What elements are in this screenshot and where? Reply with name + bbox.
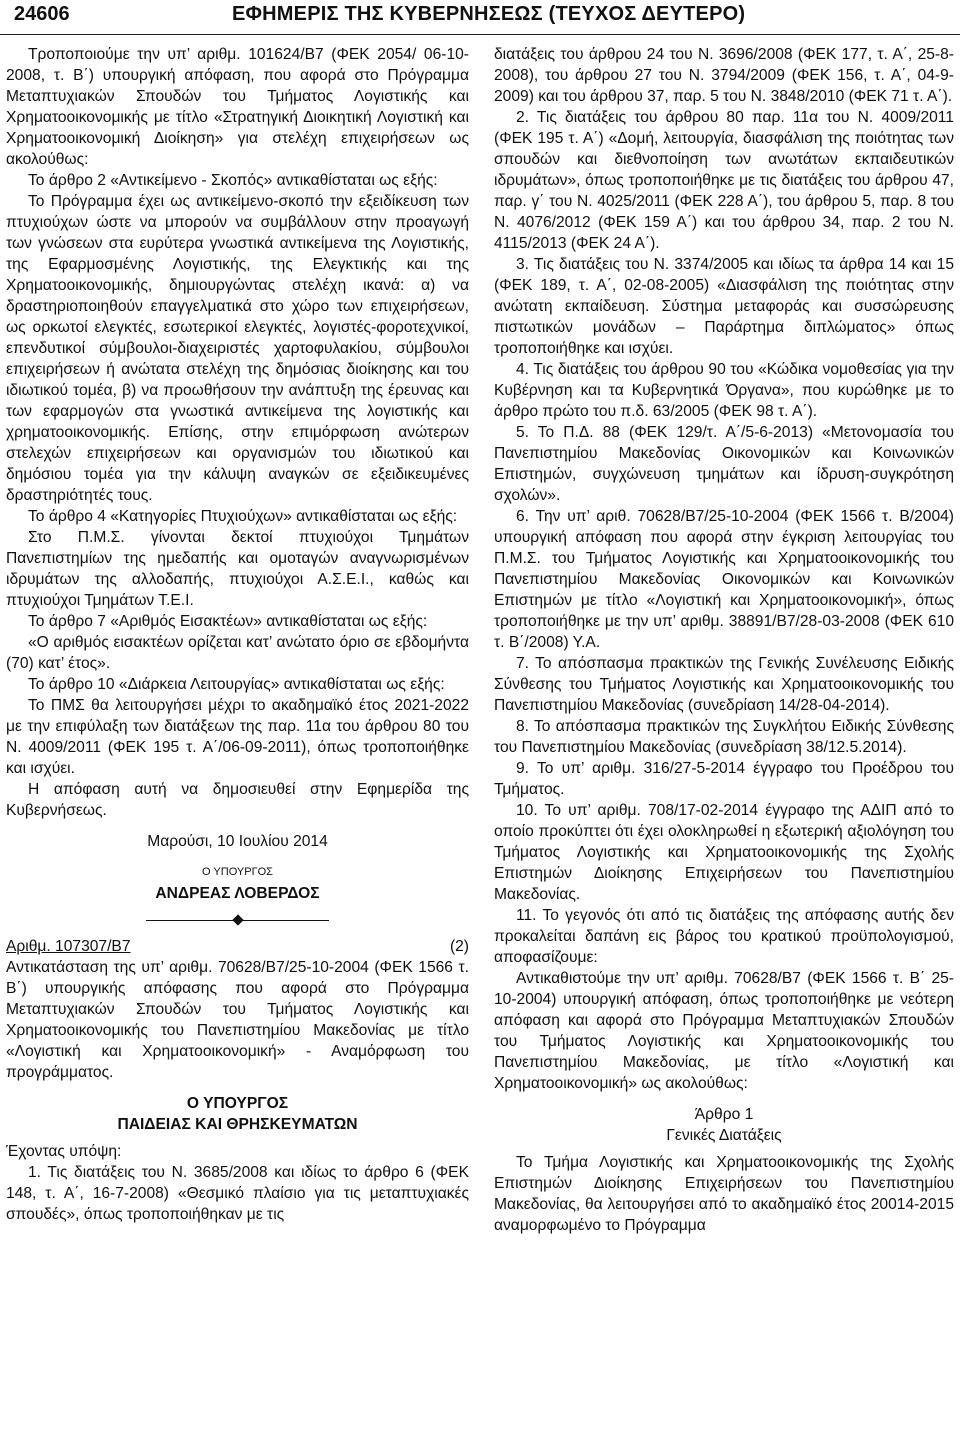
gazette-title: ΕΦΗΜΕΡΙΣ ΤΗΣ ΚΥΒΕΡΝΗΣΕΩΣ (ΤΕΥΧΟΣ ΔΕΥΤΕΡΟ) <box>232 3 746 25</box>
decision-subject: Αντικατάσταση της υπ’ αριθμ. 70628/Β7/25-10-2004 (ΦΕΚ 1566 τ. Β΄) υπουργικής απόφασης που αφορά στο Πρόγραμμα Μεταπτυχιακών Σπουδών του Τμήματος Λογιστικής και Χρηματοοικονομικής του Πανεπιστημίου Μακεδονίας με τίτλο «Λογιστική και Χρηματοοικονομική» - Αναμόρφωση του προγράμματος. <box>6 959 469 1081</box>
right-column <box>494 44 954 1236</box>
paragraph: Αντικαθιστούμε την υπ’ αριθμ. 70628/Β7 (ΦΕΚ 1566 τ. Β΄ 25-10-2004) υπουργική απόφαση, όπως τροποποιήθηκε με νεότερη απόφαση και αφορά στο Πρόγραμμα Μεταπτυχιακών Σπουδών του Τμήματος Λογιστικής και Χρηματοοικονομικής του Πανεπιστημίου Μακεδονίας, με τίτλο «Λογιστική και Χρηματοοικονομική» ως ακολούθως: <box>494 970 954 1092</box>
article-title: Άρθρο 1 <box>694 1106 754 1123</box>
paragraph: Το Τμήμα Λογιστικής και Χρηματοοικονομικής της Σχολής Επιστημών Διοίκησης Επιχειρήσεων του Πανεπιστημίου Μακεδονίας, θα λειτουργήσει από το ακαδημαϊκό έτος 20014-2015 αναμορφωμένο το Πρόγραμμα <box>494 1154 954 1234</box>
paragraph: 6. Την υπ’ αριθ. 70628/Β7/25-10-2004 (ΦΕΚ 1566 τ. Β/2004) υπουργική απόφαση που αφορά στην έγκριση λειτουργίας του Π.Μ.Σ. του Τμήματος Λογιστικής και Χρηματοοικονομικής του Πανεπιστημίου Μακεδονίας Οικονομικών και Κοινωνικών Επιστημών με τίτλο «Λογιστική και Χρηματοοικονομική», όπως τροποποιήθηκε με την υπ’ αριθμ. 38891/Β7/28-03-2008 (ΦΕΚ 610 τ. Β΄/2008) Υ.Α. <box>494 508 954 651</box>
having-regard: Έχοντας υπόψη: <box>6 1143 122 1160</box>
paragraph: 9. Το υπ’ αριθμ. 316/27-5-2014 έγγραφο του Προέδρου του Τμήματος. <box>494 760 954 798</box>
page-header <box>0 0 960 35</box>
paragraph: Στο Π.Μ.Σ. γίνονται δεκτοί πτυχιούχοι Τμημάτων Πανεπιστημίων της ημεδαπής και ομοταγών αναγνωρισμένων ιδρυμάτων της αλλοδαπής, πτυχιούχοι Α.Σ.Ε.Ι., καθώς και πτυχιούχοι Τμημάτων Τ.Ε.Ι. <box>6 529 469 609</box>
paragraph: 1. Τις διατάξεις του Ν. 3685/2008 και ιδίως το άρθρο 6 (ΦΕΚ 148, τ. Α΄, 16-7-2008) «Θεσμικό πλαίσιο για τις μεταπτυχιακές σπουδές», όπως τροποποιήθηκαν με τις <box>6 1164 469 1223</box>
minister-title: Ο ΥΠΟΥΡΓΟΣ <box>186 1095 289 1112</box>
paragraph: Η απόφαση αυτή να δημοσιευθεί στην Εφημερίδα της Κυβερνήσεως. <box>6 781 469 819</box>
paragraph: Τροποποιούμε την υπ’ αριθμ. 101624/Β7 (ΦΕΚ 2054/ 06-10-2008, τ. Β΄) υπουργική απόφαση, που αφορά στο Πρόγραμμα Μεταπτυχιακών Σπουδών του Τμήματος Λογιστικής και Χρηματοοικονομικής με τίτλο «Στρατηγική Διοικητική Λογιστική και Χρηματοοικονομική Διοίκηση» για στελέχη επιχειρήσεων ως ακολούθως: <box>6 46 469 168</box>
paragraph: 10. Το υπ’ αριθμ. 708/17-02-2014 έγγραφο της ΑΔΙΠ από το οποίο προκύπτει ότι έχει ολοκληρωθεί η εξωτερική αξιολόγηση του Τμήματος Λογιστικής και Χρηματοοικονομικής της Σχολής Επιστημών Διοίκησης Επιχειρήσεων του Πανεπιστημίου Μακεδονίας. <box>494 802 954 903</box>
decision-index: (2) <box>449 938 469 955</box>
article-subtitle: Γενικές Διατάξεις <box>666 1127 782 1144</box>
paragraph: Το άρθρο 4 «Κατηγορίες Πτυχιούχων» αντικαθίσταται ως εξής: <box>28 508 458 525</box>
paragraph: 7. Το απόσπασμα πρακτικών της Γενικής Συνέλευσης Ειδικής Σύνθεσης του Τμήματος Λογιστικής και Χρηματοοικονομικής του Πανεπιστημίου Μακεδονίας (συνεδρίαση 14/28-04-2014). <box>494 655 954 714</box>
signer-name: ΑΝΔΡΕΑΣ ΛΟΒΕΡΔΟΣ <box>155 885 320 902</box>
paragraph: «Ο αριθμός εισακτέων ορίζεται κατ’ ανώτατο όριο σε εβδομήντα (70) κατ’ έτος». <box>6 634 469 672</box>
paragraph: 3. Τις διατάξεις του Ν. 3374/2005 και ιδίως τα άρθρα 14 και 15 (ΦΕΚ 189, τ. Α΄, 02-08-2005) «Διασφάλιση της ποιότητας στην ανώτατη εκπαίδευση. Σύστημα μεταφοράς και συσσώρευσης πιστωτικών μονάδων – Παράρτημα διπλώματος» όπως τροποποιήθηκε και ισχύει. <box>494 256 954 357</box>
decision-reference <box>6 936 469 957</box>
ministry-name: ΠΑΙΔΕΙΑΣ ΚΑΙ ΘΡΗΣΚΕΥΜΑΤΩΝ <box>117 1116 358 1133</box>
signer-title: Ο ΥΠΟΥΡΓΟΣ <box>202 866 273 878</box>
paragraph: Το ΠΜΣ θα λειτουργήσει μέχρι το ακαδημαϊκό έτος 2021-2022 με την επιφύλαξη των διατάξεων της παρ. 11α του άρθρου 80 του Ν. 4009/2011 (ΦΕΚ 195 τ. Α΄/06-09-2011), όπως τροποποιήθηκε και ισχύει. <box>6 697 469 777</box>
section-separator <box>6 912 469 930</box>
paragraph: Το άρθρο 7 «Αριθμός Εισακτέων» αντικαθίσταται ως εξής: <box>28 613 428 630</box>
diamond-icon <box>232 914 243 925</box>
decision-number: Αριθμ. 107307/Β7 <box>6 938 131 955</box>
page-number: 24606 <box>14 3 70 25</box>
paragraph: 5. Το Π.Δ. 88 (ΦΕΚ 129/τ. Α΄/5-6-2013) «Μετονομασία του Πανεπιστημίου Μακεδονίας Οικονομικών και Κοινωνικών Επιστημών, συγχώνευση τμημάτων και ίδρυση-συγκρότηση σχολών». <box>494 424 954 504</box>
paragraph: διατάξεις του άρθρου 24 του Ν. 3696/2008 (ΦΕΚ 177, τ. Α΄, 25-8-2008), του άρθρου 27 του Ν. 3794/2009 (ΦΕΚ 156, τ. Α΄, 04-9-2009) και του άρθρου 37, παρ. 5 του Ν. 3848/2010 (ΦΕΚ 71 τ. Α΄). <box>494 46 954 105</box>
paragraph: Το άρθρο 2 «Αντικείμενο - Σκοπός» αντικαθίσταται ως εξής: <box>28 172 438 189</box>
paragraph: 11. Το γεγονός ότι από τις διατάξεις της απόφασης αυτής δεν προκαλείται δαπάνη εις βάρος του κρατικού προϋπολογισμού, αποφασίζουμε: <box>494 907 954 966</box>
paragraph: Το άρθρο 10 «Διάρκεια Λειτουργίας» αντικαθίσταται ως εξής: <box>28 676 445 693</box>
paragraph: Το Πρόγραμμα έχει ως αντικείμενο-σκοπό την εξειδίκευση των πτυχιούχων ώστε να μπορούν να συμβάλλουν στην προαγωγή των γνώσεων στα ευρύτερα γνωστικά αντικείμενα της Λογιστικής, της Εφαρμοσμένης Λογιστικής, της Ελεγκτικής και της Χρηματοοικονομικής, δημιουργώντας στελέχη ικανά: α) να δραστηριοποιηθούν επαγγελματικά στο χώρο των επιχειρήσεων, ως ορκωτοί ελεγκτές, εσωτερικοί ελεγκτές, λογιστές-φοροτεχνικοί, επενδυτικοί σύμβουλοι-διαχειριστές χαρτοφυλακίου, σύμβουλοι επιχειρήσεων ή ανώτατα στελέχη της δημόσιας διοίκησης και του ιδιωτικού τομέα, β) να προωθήσουν την ανάπτυξη της έρευνας και των εφαρμογών στα γνωστικά αντικείμενα της λογιστικής και χρηματοοικονομικής. Επίσης, στην επιμόρφωση ανώτερων στελεχών επιχειρήσεων και οργανισμών του ιδιωτικού και δημόσιου τομέα για την κάλυψη αναγκών σε εξειδικευμένες δραστηριότητές τους. <box>6 193 469 504</box>
place-date: Μαρούσι, 10 Ιουλίου 2014 <box>147 833 328 850</box>
paragraph: 2. Τις διατάξεις του άρθρου 80 παρ. 11α του Ν. 4009/2011 (ΦΕΚ 195 τ. Α΄) «Δομή, λειτουργία, διασφάλιση της ποιότητας των σπουδών και διεθνοποίηση των ανωτάτων εκπαιδευτικών ιδρυμάτων», όπως τροποποιήθηκε με τις διατάξεις του άρθρου 47, παρ. γ΄ του Ν. 4025/2011 (ΦΕΚ 228 Α΄), του άρθρου 5, παρ. 8 του Ν. 4076/2012 (ΦΕΚ 159 Α΄) και του άρθρου 34, παρ. 2 του Ν. 4115/2013 (ΦΕΚ 24 Α΄). <box>494 109 954 252</box>
paragraph: 4. Τις διατάξεις του άρθρου 90 του «Κώδικα νομοθεσίας για την Κυβέρνηση και τα Κυβερνητικά Όργανα», που κυρώθηκε με το άρθρο πρώτο του π.δ. 63/2005 (ΦΕΚ 98 τ. Α΄). <box>494 361 954 420</box>
left-column <box>6 44 469 1225</box>
paragraph: 8. Το απόσπασμα πρακτικών της Συγκλήτου Ειδικής Σύνθεσης του Πανεπιστημίου Μακεδονίας (συνεδρίαση 38/12.5.2014). <box>494 718 954 756</box>
